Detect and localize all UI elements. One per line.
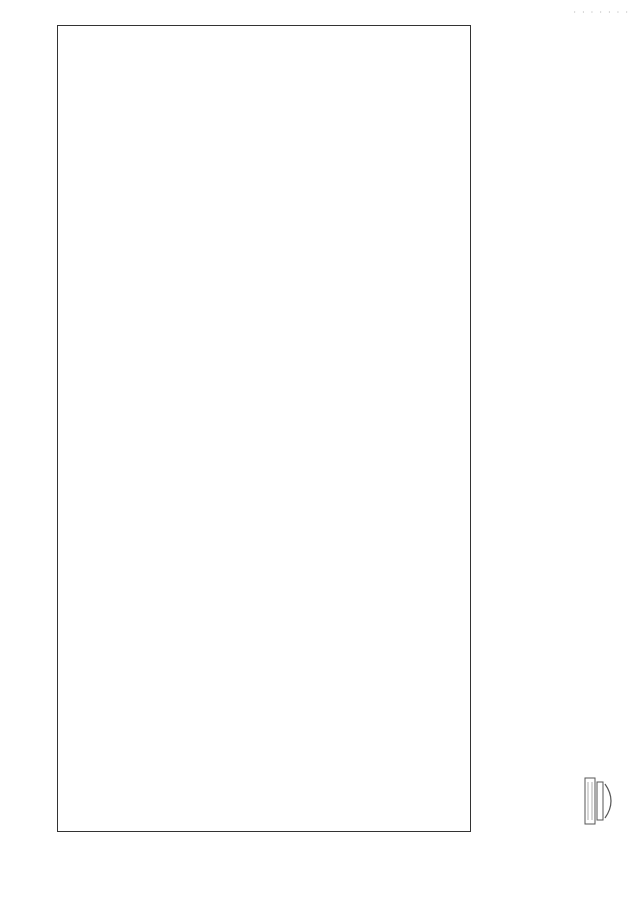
data-table bbox=[57, 25, 471, 832]
scan-marks: · · · · · · · bbox=[573, 8, 630, 17]
page-number bbox=[12, 390, 36, 422]
coat-of-arms-logo bbox=[583, 772, 619, 830]
